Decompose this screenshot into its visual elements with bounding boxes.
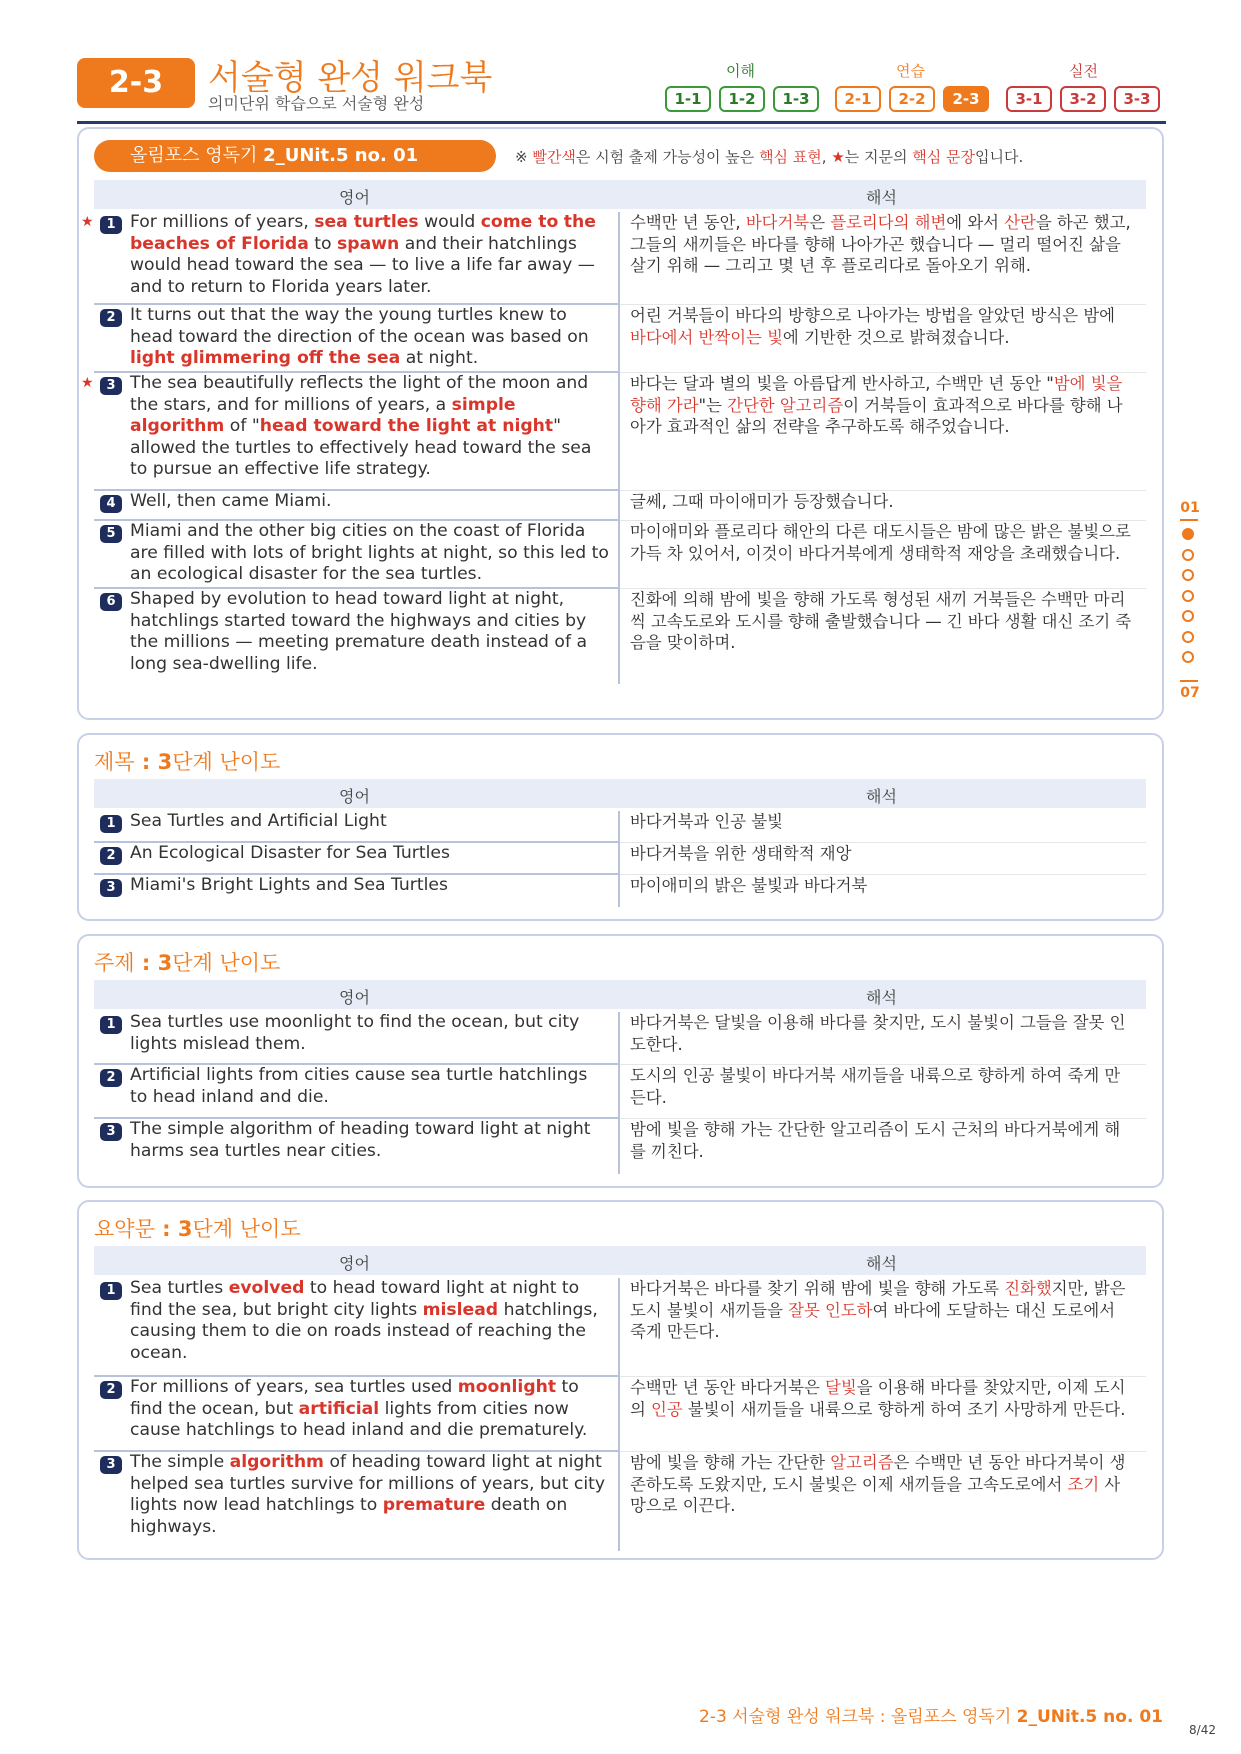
highlight-note — [515, 146, 1023, 167]
col-header-en: 영어 — [339, 1254, 370, 1273]
korean-cell — [620, 305, 1146, 373]
korean-text: 글쎄, 그때 마이애미가 등장했습니다. — [630, 492, 894, 511]
col-header-en: 영어 — [339, 188, 370, 207]
english-cell — [81, 373, 620, 491]
row-number: 2 — [100, 847, 122, 865]
row-number: 1 — [100, 1282, 122, 1300]
korean-cell — [620, 373, 1146, 491]
english-text: An Ecological Disaster for Sea Turtles — [130, 843, 450, 863]
row-number: 3 — [100, 377, 122, 395]
korean-cell — [620, 1452, 1146, 1551]
col-header-ko: 해석 — [866, 988, 897, 1007]
english-cell — [94, 491, 620, 521]
section-label: 제목 — [94, 750, 135, 774]
korean-text: 밤에 빛을 향해 가는 간단한 알고리즘이 도시 근처의 바다거북에게 해를 끼친다. — [630, 1120, 1121, 1161]
page-dot[interactable] — [1182, 569, 1194, 581]
korean-cell — [620, 521, 1146, 589]
side-nav-end: 07 — [1180, 685, 1200, 701]
header-divider — [77, 121, 1166, 124]
source-pill — [94, 140, 496, 172]
key-sentence-star-icon: ★ — [81, 375, 94, 391]
page-number: 8/42 — [1189, 1723, 1216, 1737]
side-nav-rule-top — [1180, 519, 1198, 521]
page-dot[interactable] — [1182, 590, 1194, 602]
title-table-header — [94, 779, 1146, 808]
english-text: Shaped by evolution to head toward light at night, hatchlings started toward the highways and cities by the millions — meeting premature death instead of a long sea-dwelling life. — [130, 589, 587, 674]
col-header-en: 영어 — [339, 988, 370, 1007]
level-tab-3-3[interactable]: 3-3 — [1114, 86, 1160, 112]
korean-cell — [620, 875, 1146, 907]
section-label: 주제 — [94, 951, 135, 975]
table-row — [81, 373, 1146, 491]
table-row — [94, 1065, 1146, 1119]
col-header-en: 영어 — [339, 787, 370, 806]
key-sentence-star-icon: ★ — [81, 214, 94, 230]
korean-text: 진화에 의해 밤에 빛을 향해 가도록 형성된 새끼 거북들은 수백만 마리씩 고속도로와 도시를 향해 출발했습니다 — 긴 바다 생활 대신 조기 죽음을 맞이하며. — [630, 590, 1132, 653]
korean-text: 바다거북은 바다를 찾기 위해 밤에 빛을 향해 가도록 진화했지만, 밝은 도시 불빛이 새끼들을 잘못 인도하여 바다에 도달하는 대신 도로에서 죽게 만든다. — [630, 1279, 1126, 1342]
english-cell — [94, 875, 620, 907]
page-dot[interactable] — [1182, 610, 1194, 622]
english-text: Sea turtles use moonlight to find the ocean, but city lights mislead them. — [130, 1012, 580, 1054]
korean-text: 바다거북과 인공 불빛 — [630, 812, 783, 831]
source-prefix: 올림포스 영독기 — [130, 145, 264, 166]
table-row — [94, 589, 1146, 684]
row-number: 2 — [100, 309, 122, 327]
col-header-ko: 해석 — [866, 188, 897, 207]
row-number: 6 — [100, 593, 122, 611]
page-title: 서술형 완성 워크북 — [208, 58, 493, 98]
page-dot[interactable] — [1182, 631, 1194, 643]
col-header-ko: 해석 — [866, 787, 897, 806]
table-row — [94, 491, 1146, 521]
english-cell — [94, 1377, 620, 1452]
level-tab-2-2[interactable]: 2-2 — [889, 86, 935, 112]
english-cell — [94, 521, 620, 589]
english-cell — [94, 1119, 620, 1174]
korean-cell — [620, 491, 1146, 521]
summary-table-header — [94, 1246, 1146, 1275]
english-cell — [94, 1065, 620, 1119]
source-bold: 2_UNit.5 no. 01 — [263, 145, 419, 166]
row-number: 3 — [100, 879, 122, 897]
row-number: 2 — [100, 1069, 122, 1087]
section-difficulty: 3단계 난이도 — [157, 951, 281, 975]
page-subtitle: 의미단위 학습으로 서술형 완성 — [208, 94, 425, 113]
english-text: Miami's Bright Lights and Sea Turtles — [130, 875, 448, 895]
korean-cell — [620, 843, 1146, 875]
korean-cell — [620, 1012, 1146, 1065]
theme-table-header — [94, 980, 1146, 1009]
english-text: The simple algorithm of heading toward light at night harms sea turtles near cities. — [130, 1119, 591, 1161]
english-text: Sea Turtles and Artificial Light — [130, 811, 387, 831]
english-text: Sea turtles evolved to head toward light at night to find the sea, but bright city lights mislead hatchlings, causing them to die on roads instead of reaching the ocean. — [130, 1278, 598, 1363]
table-row — [94, 521, 1146, 589]
english-text: The sea beautifully reflects the light of the moon and the stars, and for millions of years, a simple algorithm of "head toward the light at night" allowed the turtles to effectively head toward the sea to pursue an effective life strategy. — [130, 373, 592, 480]
english-text: The simple algorithm of heading toward light at night helped sea turtles survive for millions of years, but city lights now lead hatchlings to premature death on highways. — [130, 1452, 606, 1537]
title-section-heading: 제목 : 3단계 난이도 — [94, 750, 281, 774]
english-text: Miami and the other big cities on the coast of Florida are filled with lots of bright lights at night, so this led to an ecological disaster for the sea turtles. — [130, 521, 609, 585]
korean-cell — [620, 589, 1146, 684]
level-tab-1-1[interactable]: 1-1 — [665, 86, 711, 112]
korean-text: 수백만 년 동안 바다거북은 달빛을 이용해 바다를 찾았지만, 이제 도시의 인공 불빛이 새끼들을 내륙으로 향하게 하여 조기 사망하게 만든다. — [630, 1378, 1126, 1419]
summary-section-heading: 요약문 : 3단계 난이도 — [94, 1217, 301, 1241]
english-cell — [94, 1012, 620, 1065]
row-number: 5 — [100, 525, 122, 543]
table-row — [94, 1119, 1146, 1174]
theme-section-heading: 주제 : 3단계 난이도 — [94, 951, 281, 975]
korean-text: 바다거북은 달빛을 이용해 바다를 찾지만, 도시 불빛이 그들을 잘못 인도한다. — [630, 1013, 1126, 1054]
page-dot[interactable] — [1182, 549, 1194, 561]
korean-cell — [620, 212, 1146, 305]
level-tab-1-3[interactable]: 1-3 — [773, 86, 819, 112]
table-row — [94, 305, 1146, 373]
passage-table-header — [94, 180, 1146, 209]
row-number: 2 — [100, 1381, 122, 1399]
english-cell — [81, 212, 620, 305]
korean-text: 수백만 년 동안, 바다거북은 플로리다의 해변에 와서 산란을 하곤 했고, 그들의 새끼들은 바다를 향해 나아가곤 했습니다 — 멀리 떨어진 삶을 살기 위해 — 그리고 몇 년 후 플로리다로 돌아오기 위해. — [630, 213, 1131, 276]
table-row — [94, 1452, 1146, 1551]
english-cell — [94, 1452, 620, 1551]
table-row — [94, 1278, 1146, 1377]
korean-text: 마이애미의 밝은 불빛과 바다거북 — [630, 876, 868, 895]
level-tab-2-3-active[interactable]: 2-3 — [943, 86, 989, 112]
group-label-practice: 연습 — [896, 62, 925, 80]
english-text: Well, then came Miami. — [130, 491, 332, 511]
note-text: ※ 빨간색은 시험 출제 가능성이 높은 핵심 표현, ★는 지문의 핵심 문장입니다. — [515, 148, 1024, 166]
korean-cell — [620, 1065, 1146, 1119]
table-row — [94, 1377, 1146, 1452]
group-label-real: 실전 — [1069, 62, 1098, 80]
english-cell — [94, 843, 620, 875]
english-cell — [94, 305, 620, 373]
korean-text: 밤에 빛을 향해 가는 간단한 알고리즘은 수백만 년 동안 바다거북이 생존하도록 도왔지만, 도시 불빛은 이제 새끼들을 고속도로에서 조기 사망으로 이끈다. — [630, 1453, 1126, 1516]
row-number: 1 — [100, 1016, 122, 1034]
footer-prefix: 2-3 서술형 완성 워크북 : 올림포스 영독기 — [699, 1707, 1017, 1727]
level-tab-3-2[interactable]: 3-2 — [1060, 86, 1106, 112]
page-dot[interactable] — [1182, 528, 1194, 540]
korean-text: 도시의 인공 불빛이 바다거북 새끼들을 내륙으로 향하게 하여 죽게 만든다. — [630, 1066, 1121, 1107]
group-label-understand: 이해 — [726, 62, 755, 80]
korean-text: 바다는 달과 별의 빛을 아름답게 반사하고, 수백만 년 동안 "밤에 빛을 향해 가라"는 간단한 알고리즘이 거북들이 효과적으로 바다를 향해 나아가 효과적인 삶의 전략을 추구하도록 해주었습니다. — [630, 374, 1123, 437]
footer-bold: 2_UNit.5 no. 01 — [1016, 1707, 1163, 1727]
english-text: It turns out that the way the young turtles knew to head toward the direction of the ocean was based on light glimmering off the sea at night. — [130, 305, 589, 369]
level-tab-2-1[interactable]: 2-1 — [835, 86, 881, 112]
english-cell — [94, 811, 620, 843]
korean-cell — [620, 811, 1146, 843]
table-row — [81, 212, 1146, 305]
side-nav-start: 01 — [1180, 500, 1200, 516]
level-tab-3-1[interactable]: 3-1 — [1006, 86, 1052, 112]
table-row — [94, 843, 1146, 875]
section-difficulty: 3단계 난이도 — [177, 1217, 301, 1241]
table-row — [94, 1012, 1146, 1065]
row-number: 3 — [100, 1123, 122, 1141]
korean-text: 어린 거북들이 바다의 방향으로 나아가는 방법을 알았던 방식은 밤에 바다에서 반짝이는 빛에 기반한 것으로 밝혀졌습니다. — [630, 306, 1116, 347]
table-row — [94, 875, 1146, 907]
row-number: 3 — [100, 1456, 122, 1474]
row-number: 1 — [100, 815, 122, 833]
english-text: Artificial lights from cities cause sea turtle hatchlings to head inland and die. — [130, 1065, 588, 1107]
unit-badge: 2-3 — [77, 58, 195, 108]
page-dot[interactable] — [1182, 651, 1194, 663]
english-cell — [94, 1278, 620, 1377]
section-difficulty: 3단계 난이도 — [157, 750, 281, 774]
row-number: 4 — [100, 495, 122, 513]
section-label: 요약문 — [94, 1217, 155, 1241]
table-row — [94, 811, 1146, 843]
col-header-ko: 해석 — [866, 1254, 897, 1273]
english-text: For millions of years, sea turtles would come to the beaches of Florida to spawn and their hatchlings would head toward the sea — to live a life far away — and to return to Florida years later. — [130, 212, 596, 297]
korean-text: 바다거북을 위한 생태학적 재앙 — [630, 844, 852, 863]
korean-text: 마이애미와 플로리다 해안의 다른 대도시들은 밤에 많은 밝은 불빛으로 가득 차 있어서, 이것이 바다거북에게 생태학적 재앙을 초래했습니다. — [630, 522, 1131, 563]
korean-cell — [620, 1119, 1146, 1174]
korean-cell — [620, 1278, 1146, 1377]
english-text: For millions of years, sea turtles used moonlight to find the ocean, but artificial lights from cities now cause hatchlings to head inland and die prematurely. — [130, 1377, 588, 1441]
korean-cell — [620, 1377, 1146, 1452]
row-number: 1 — [100, 216, 122, 234]
footer-title — [699, 1702, 1163, 1727]
side-nav-rule-bottom — [1180, 680, 1198, 682]
english-cell — [94, 589, 620, 684]
level-tab-1-2[interactable]: 1-2 — [719, 86, 765, 112]
